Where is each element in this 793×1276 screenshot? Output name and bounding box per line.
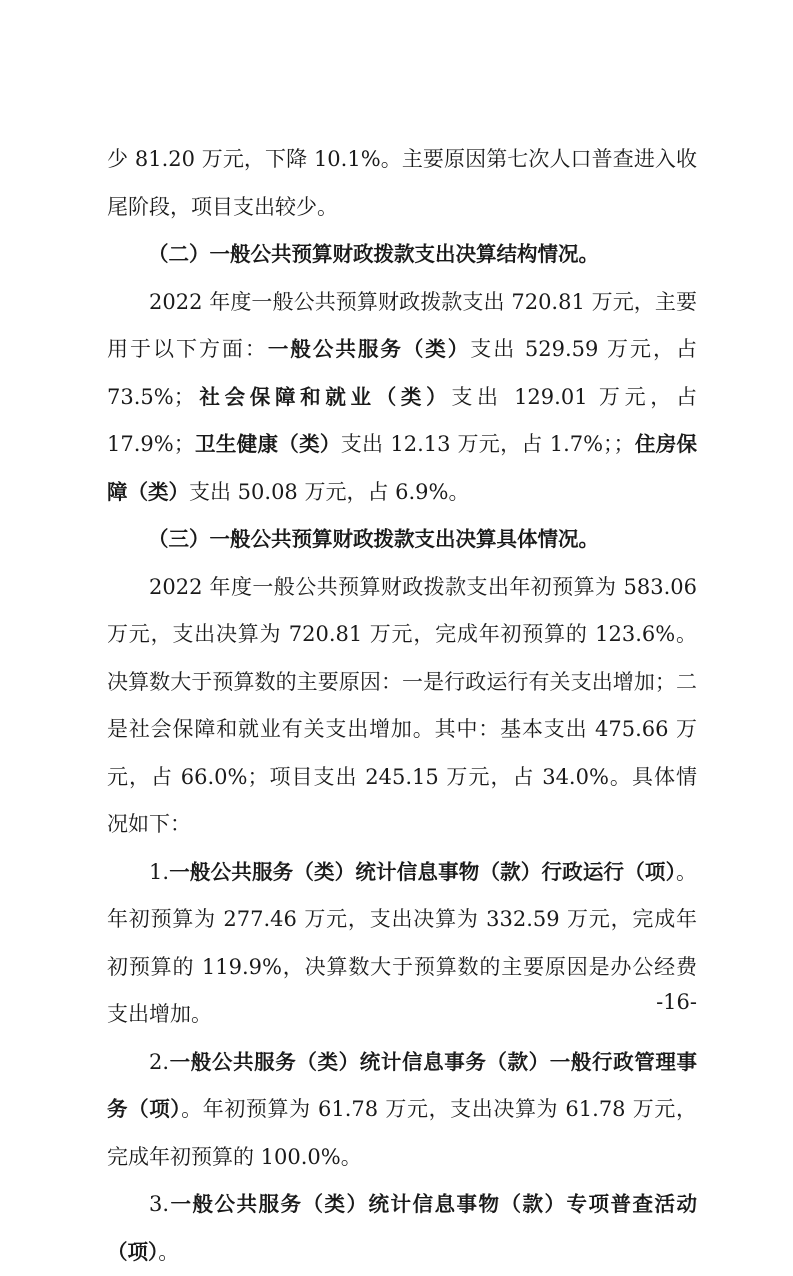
item-title: 一般公共服务（类）统计信息事物（款）专项普查活动（项） [107, 1192, 697, 1264]
document-body [107, 136, 697, 1276]
section-heading-2: （二）一般公共预算财政拨款支出决算结构情况。 [148, 242, 599, 266]
text-segment: 支出 129.01 万元，占 17.9%； [107, 384, 697, 456]
paragraph-structure [107, 279, 697, 517]
paragraph-continuation: 少 81.20 万元，下降 10.1%。主要原因第七次人口普查进入收尾阶段，项目支出较少。 [107, 147, 697, 219]
text-segment: 支出 50.08 万元，占 6.9%。 [189, 479, 470, 504]
text-segment: 支出 12.13 万元，占 1.7%；； [340, 432, 635, 456]
list-item-1 [107, 849, 697, 1039]
item-number: 3. [149, 1192, 170, 1216]
category-housing: 住房保障（类） [107, 432, 698, 504]
item-title: 一般公共服务（类）统计信息事务（款）一般行政管理事务（项） [107, 1049, 697, 1121]
item-number: 2. [149, 1049, 170, 1074]
page-number: -16- [656, 990, 697, 1014]
item-text: 。年初预算为 277.46 万元，支出决算为 332.59 万元，完成年初预算的 119.9%，决算数大于预算数的主要原因是办公经费支出增加。 [107, 859, 697, 1026]
text-segment: 2022 年度一般公共预算财政拨款支出 720.81 万元，主要用于以下方面： [107, 289, 697, 361]
list-item-2 [107, 1039, 697, 1182]
category-health: 卫生健康（类） [194, 432, 341, 456]
text-segment: 支出 529.59 万元，占 73.5%； [107, 337, 698, 409]
item-title: 一般公共服务（类）统计信息事物（款）行政运行（项） [169, 859, 676, 884]
item-number: 1. [149, 859, 170, 884]
category-social-security: 社会保障和就业（类） [194, 384, 452, 409]
item-text: 。 [158, 1239, 180, 1264]
paragraph-details: 2022 年度一般公共预算财政拨款支出年初预算为 583.06 万元，支出决算为 720.81 万元，完成年初预算的 123.6%。决算数大于预算数的主要原因：一是行政运行有关支出增加；二是社会保障和就业有关支出增加。其中：基本支出 475.66 万元，占 66.0%；项目支出 245.15 万元，占 34.0%。具体情况如下： [107, 574, 697, 836]
item-text: 。年初预算为 61.78 万元，支出决算为 61.78 万元，完成年初预算的 100.0%。 [107, 1097, 698, 1169]
section-heading-3: （三）一般公共预算财政拨款支出决算具体情况。 [148, 527, 599, 551]
category-general-public-services: 一般公共服务（类） [267, 337, 471, 361]
list-item-3 [107, 1181, 697, 1276]
